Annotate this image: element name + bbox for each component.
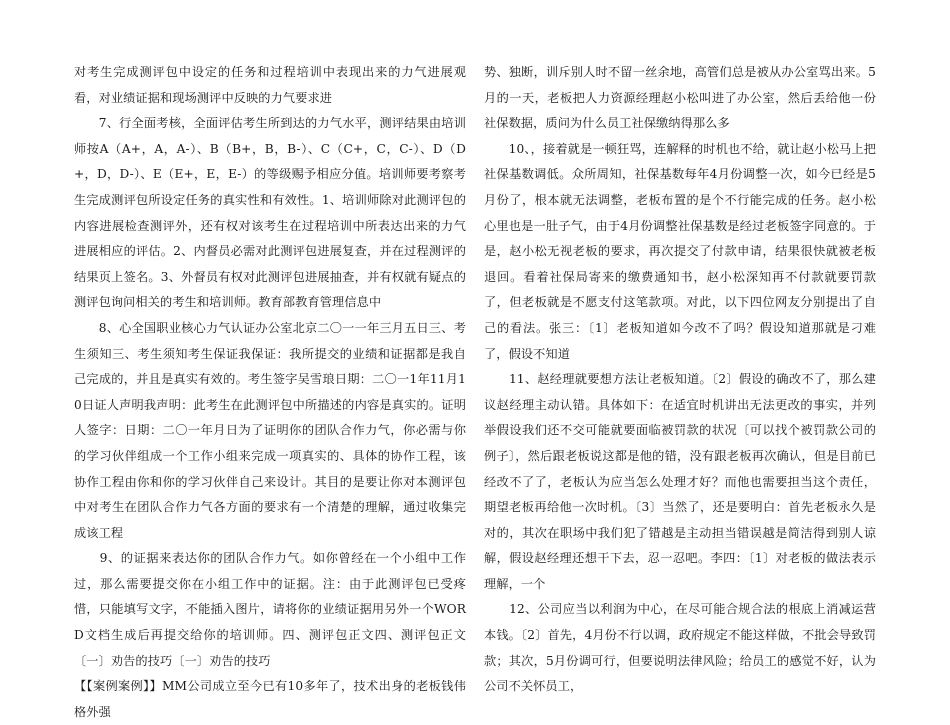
right-column bbox=[484, 60, 876, 700]
paragraph: 9、的证据来表达你的团队合作力气。如你曾经在一个小组中工作过，那么需要提交你在小组工作中的证据。注：由于此测评包已受疼惜，只能填写文字，不能插入图片，请将你的业绩证据用另外一个WORD文档生成后再提交给你的培训师。四、测评包正文四、测评包正文〔一〕劝告的技巧〔一〕劝告的技巧 bbox=[74, 551, 466, 668]
paragraph: 11、赵经理就要想方法让老板知道。〔2〕假设的确改不了，那么建议赵经理主动认错。具体如下：在适宜时机讲出无法更改的事实，并列举假设我们还不交可能就要面临被罚款的状况〔可以找个被罚款公司的例子〕，然后跟老板说这都是他的错，没有跟老板再次确认，但是目前已经改不了了，老板认为应当怎么处理才好？而他也需要担当这个责任，期望老板再给他一次时机。〔3〕当然了，还是要明白：首先老板永久是对的，其次在职场中我们犯了错越是主动担当错误越是简洁得到别人谅解，假设赵经理还想干下去，忍一忍吧。李四：〔1〕对老板的做法表示理解，一个 bbox=[484, 372, 876, 591]
left-column bbox=[74, 60, 466, 725]
paragraph: 7、行全面考核，全面评估考生所到达的力气水平，测评结果由培训师按A（A+，A，A-）、B（B+，B，B-）、C（C+，C，C-）、D（D+，D，D-）、E（E+，E，E-）的等级赐予相应分值。培训师要考察考生完成测评包所设定任务的真实性和有效性。1、培训师除对此测评包的内容进展检查测评外，还有权对该考生在过程培训中所表达出来的力气进展相应的评估。2、内督员必需对此测评包进展复查，并在过程测评的结果页上签名。3、外督员有权对此测评包进展抽查，并有权就有疑点的测评包询问相关的考生和培训师。教育部教育管理信息中 bbox=[74, 116, 466, 310]
paragraph: 8、心全国职业核心力气认证办公室北京二〇一一年三月五日三、考生须知三、考生须知考生保证我保证：我所提交的业绩和证据都是我自己完成的，并且是真实有效的。考生签字吴雪琅日期：二〇一1年11月10日证人声明我声明：此考生在此测评包中所描述的内容是真实的。证明人签字：日期：二〇一年月日为了证明你的团队合作力气，你必需与你的学习伙伴组成一个工作小组来完成一项真实的、具体的协作工程，该协作工程由你和你的学习伙伴自己来设计。其目的是要让你对本测评包中对考生在团队合作力气各方面的要求有一个清楚的理解，通过收集完成该工程 bbox=[74, 320, 466, 540]
paragraph: 对考生完成测评包中设定的任务和过程培训中表现出来的力气进展观看，对业绩证据和现场测评中反映的力气要求进 bbox=[74, 65, 466, 105]
paragraph: 【【案例案例】】MM公司成立至今已有10多年了，技术出身的老板钱伟格外强 bbox=[74, 679, 466, 719]
paragraph: 势、独断，训斥别人时不留一丝余地，高管们总是被从办公室骂出来。5月的一天，老板把人力资源经理赵小松叫进了办公室，然后丢给他一份社保数据，质问为什么员工社保缴纳得那么多 bbox=[484, 65, 876, 131]
paragraph: 10、，接着就是一顿狂骂，连解释的时机也不给，就让赵小松马上把社保基数调低。众所周知，社保基数每年4月份调整一次，如今已经是5月份了，根本就无法调整，老板布置的是个不行能完成的任务。赵小松心里也是一肚子气，由于4月份调整社保基数是经过老板签字同意的。于是，赵小松无视老板的要求，再次提交了付款申请，结果很快就被老板退回。看着社保局寄来的缴费通知书，赵小松深知再不付款就要罚款了，但老板就是不愿支付这笔款项。对此，以下四位网友分别提出了自己的看法。张三：〔1〕老板知道如今改不了吗？假设知道那就是刁难了，假设不知道 bbox=[484, 141, 876, 361]
paragraph: 12、公司应当以利润为中心，在尽可能合规合法的根底上消减运营本钱。〔2〕首先，4月份不行以调，政府规定不能这样做，不批会导致罚款；其次，5月份调可行，但要说明法律风险；给员工的感觉不好，认为公司不关怀员工， bbox=[484, 602, 876, 694]
